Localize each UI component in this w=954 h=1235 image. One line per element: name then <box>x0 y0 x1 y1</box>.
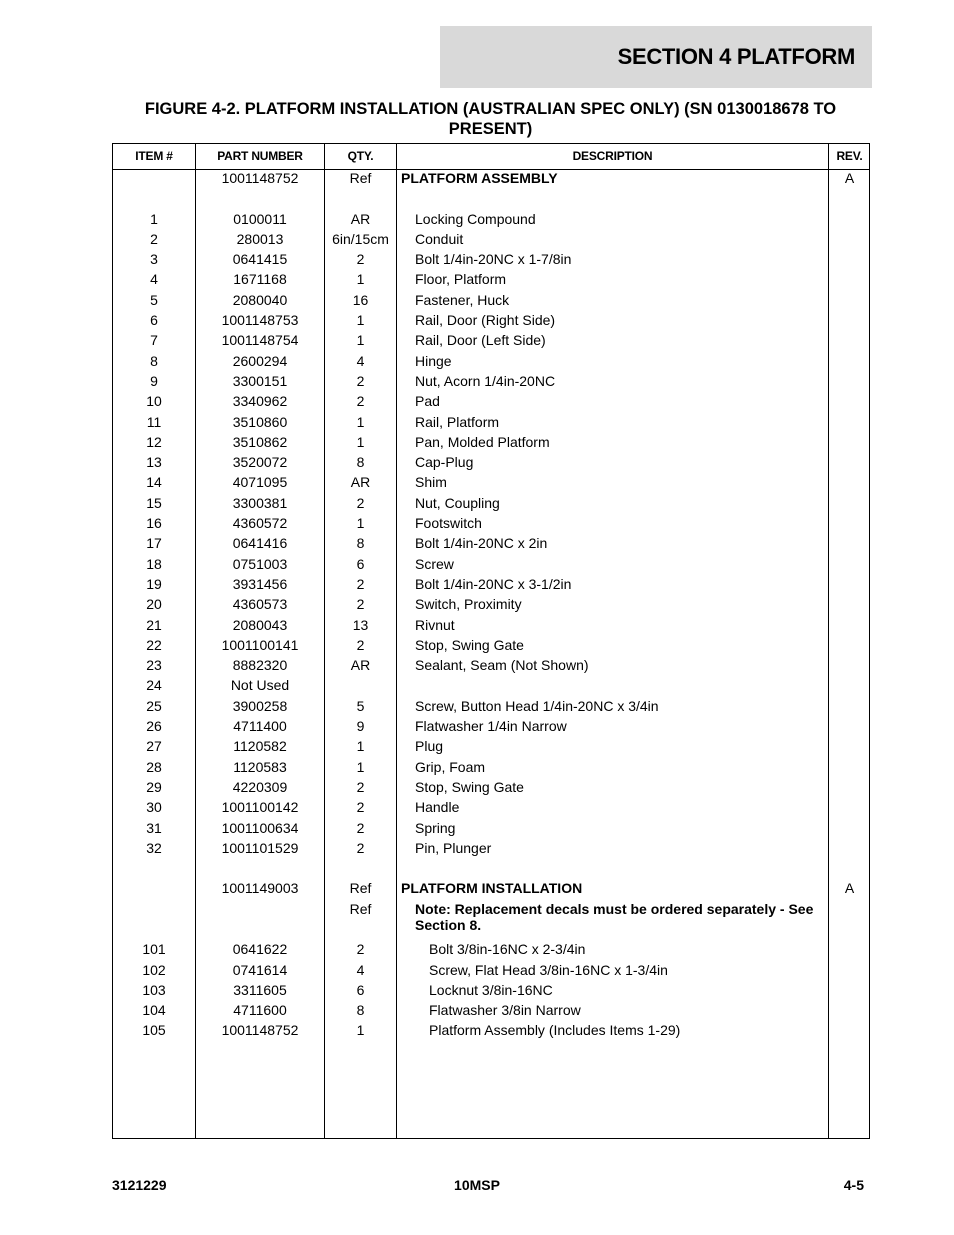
quantity: 2 <box>356 596 365 613</box>
description: Bolt 1/4in-20NC x 3-1/2in <box>415 575 572 592</box>
part-number: 3510860 <box>232 413 288 430</box>
description: Shim <box>415 474 447 491</box>
item-number: 19 <box>146 575 162 592</box>
part-number: 0741614 <box>232 961 288 978</box>
table-row <box>113 657 869 677</box>
quantity: 5 <box>356 697 365 714</box>
part-number: 1001148753 <box>221 312 299 329</box>
table-row <box>113 434 869 454</box>
table-row <box>113 515 869 535</box>
quantity: 4 <box>356 961 365 978</box>
part-number: 1001100141 <box>221 636 299 653</box>
description: Flatwasher 3/8in Narrow <box>429 1002 581 1019</box>
item-number: 5 <box>150 291 158 308</box>
part-number: 1001148752 <box>221 170 299 186</box>
item-number: 8 <box>150 352 158 369</box>
table-body <box>113 170 869 1043</box>
table-row <box>113 962 869 982</box>
item-number: 14 <box>146 474 162 491</box>
table-row <box>113 474 869 494</box>
quantity: 2 <box>356 941 365 958</box>
description: Screw <box>415 555 454 572</box>
table-row <box>113 393 869 413</box>
item-number: 25 <box>146 697 162 714</box>
description: Rivnut <box>415 616 455 633</box>
item-number: 13 <box>146 454 162 471</box>
item-number: 26 <box>146 718 162 735</box>
description: PLATFORM INSTALLATION <box>401 880 583 897</box>
revision: A <box>844 170 855 186</box>
description: Fastener, Huck <box>415 291 510 308</box>
quantity: 4 <box>356 352 365 369</box>
figure-title: FIGURE 4-2. PLATFORM INSTALLATION (AUSTRALIAN SPEC ONLY) (SN 0130018678 TO PRESENT) <box>144 100 837 138</box>
part-number: 0641622 <box>232 941 288 958</box>
description: Hinge <box>415 352 452 369</box>
footer-doc-number: 3121229 <box>112 1177 167 1193</box>
table-row <box>113 353 869 373</box>
table-row <box>113 901 869 942</box>
item-number: 22 <box>146 636 162 653</box>
header-item: ITEM # <box>135 149 173 163</box>
part-number: 1001149003 <box>221 880 299 897</box>
quantity: 2 <box>356 819 365 836</box>
header-qty: QTY. <box>347 149 374 163</box>
item-number: 2 <box>150 230 158 247</box>
part-number: 3311605 <box>233 981 287 998</box>
description: Locknut 3/8in-16NC <box>429 981 553 998</box>
part-number: 3900258 <box>232 697 288 714</box>
part-number: 3300381 <box>232 494 288 511</box>
footer-page-number: 4-5 <box>843 1177 864 1193</box>
table-row <box>113 495 869 515</box>
table-row <box>113 840 869 860</box>
description: Screw, Button Head 1/4in-20NC x 3/4in <box>415 697 659 714</box>
part-number: 1001148754 <box>221 332 299 349</box>
part-number: 3520072 <box>232 454 288 471</box>
part-number: 1120583 <box>233 758 287 775</box>
table-row <box>113 820 869 840</box>
table-row <box>113 718 869 738</box>
quantity: 9 <box>356 718 365 735</box>
quantity: 8 <box>356 454 365 471</box>
item-number: 3 <box>150 251 158 268</box>
quantity: 13 <box>352 616 369 633</box>
table-row <box>113 556 869 576</box>
section-title: SECTION 4 PLATFORM <box>617 44 855 69</box>
part-number: 1001100142 <box>221 799 299 816</box>
table-row <box>113 576 869 596</box>
quantity: 8 <box>356 1002 365 1019</box>
description: Spring <box>415 819 456 836</box>
item-number: 103 <box>142 981 166 998</box>
part-number: 0751003 <box>232 555 288 572</box>
table-row <box>113 779 869 799</box>
table-row <box>113 251 869 271</box>
table-row <box>113 170 869 190</box>
quantity: 2 <box>356 636 365 653</box>
description: Cap-Plug <box>415 454 474 471</box>
part-number: 0641415 <box>232 251 288 268</box>
quantity: Ref <box>349 170 372 186</box>
revision: A <box>844 880 855 897</box>
quantity: 2 <box>356 393 365 410</box>
part-number: 4711600 <box>233 1002 287 1019</box>
item-number: 32 <box>146 839 162 856</box>
part-number: 4360573 <box>232 596 288 613</box>
description: Bolt 3/8in-16NC x 2-3/4in <box>429 941 586 958</box>
part-number: 2080040 <box>232 291 288 308</box>
part-number: 1120582 <box>233 738 287 755</box>
description: Pin, Plunger <box>415 839 492 856</box>
description: Stop, Swing Gate <box>415 778 524 795</box>
description: Footswitch <box>415 515 482 532</box>
quantity: 1 <box>356 332 365 349</box>
quantity: Ref <box>349 900 372 917</box>
item-number: 102 <box>142 961 166 978</box>
description: Pan, Molded Platform <box>415 433 550 450</box>
table-row <box>113 312 869 332</box>
item-number: 7 <box>150 332 158 349</box>
part-number: 2600294 <box>232 352 288 369</box>
table-row <box>113 373 869 393</box>
description: Sealant, Seam (Not Shown) <box>415 657 589 674</box>
quantity: 8 <box>356 535 365 552</box>
description: Conduit <box>415 230 464 247</box>
item-number: 29 <box>146 778 162 795</box>
footer-model: 10MSP <box>454 1177 500 1193</box>
item-number: 21 <box>146 616 162 633</box>
item-number: 23 <box>146 657 162 674</box>
table-row <box>113 880 869 900</box>
quantity: 2 <box>356 778 365 795</box>
part-number: 0641416 <box>232 535 288 552</box>
part-number: 4071095 <box>232 474 288 491</box>
item-number: 28 <box>146 758 162 775</box>
table-row <box>113 617 869 637</box>
item-number: 10 <box>146 393 162 410</box>
item-number: 101 <box>142 941 166 958</box>
description: Note: Replacement decals must be ordered separately - See Section 8. <box>415 900 814 933</box>
quantity: AR <box>350 210 371 227</box>
quantity: Ref <box>349 880 372 897</box>
part-number: 4220309 <box>232 778 288 795</box>
table-row <box>113 941 869 961</box>
table-row <box>113 332 869 352</box>
parts-table <box>112 143 870 1139</box>
description: Stop, Swing Gate <box>415 636 524 653</box>
header-description: DESCRIPTION <box>572 149 653 163</box>
table-row <box>113 982 869 1002</box>
part-number: 3510862 <box>232 433 288 450</box>
quantity: 1 <box>356 738 365 755</box>
quantity: 2 <box>356 575 365 592</box>
item-number: 20 <box>146 596 162 613</box>
quantity: 6 <box>356 555 365 572</box>
part-number: 0100011 <box>233 210 287 227</box>
item-number: 11 <box>146 413 162 430</box>
header-rev: REV. <box>836 149 863 163</box>
description: Bolt 1/4in-20NC x 1-7/8in <box>415 251 572 268</box>
quantity: 2 <box>356 494 365 511</box>
table-row <box>113 698 869 718</box>
part-number: 3300151 <box>232 372 288 389</box>
quantity: 1 <box>356 413 365 430</box>
part-number: 1001148752 <box>221 1022 299 1039</box>
part-number: 8882320 <box>232 657 288 674</box>
part-number: 280013 <box>236 230 284 247</box>
item-number: 105 <box>142 1022 166 1039</box>
quantity: AR <box>350 474 371 491</box>
quantity: 2 <box>356 839 365 856</box>
table-row <box>113 1002 869 1022</box>
part-number: 3931456 <box>232 575 288 592</box>
quantity: 6 <box>356 981 365 998</box>
section-banner <box>440 26 872 88</box>
quantity: 1 <box>356 1022 365 1039</box>
item-number: 104 <box>142 1002 166 1019</box>
description: Pad <box>415 393 440 410</box>
description: Flatwasher 1/4in Narrow <box>415 718 567 735</box>
table-row <box>113 211 869 231</box>
description: Nut, Coupling <box>415 494 500 511</box>
quantity: 1 <box>356 433 365 450</box>
table-row <box>113 414 869 434</box>
part-number: Not Used <box>230 677 290 694</box>
part-number: 2080043 <box>232 616 288 633</box>
description: Grip, Foam <box>415 758 486 775</box>
table-row <box>113 271 869 291</box>
part-number: 4711400 <box>233 718 287 735</box>
description: Nut, Acorn 1/4in-20NC <box>415 372 556 389</box>
table-row <box>113 759 869 779</box>
quantity: 2 <box>356 251 365 268</box>
quantity: 16 <box>352 291 369 308</box>
table-row <box>113 190 869 210</box>
item-number: 16 <box>146 515 162 532</box>
description: Platform Assembly (Includes Items 1-29) <box>429 1022 681 1039</box>
description: Rail, Door (Left Side) <box>415 332 546 349</box>
item-number: 17 <box>146 535 162 552</box>
table-row <box>113 637 869 657</box>
part-number: 1001101529 <box>221 839 299 856</box>
item-number: 6 <box>150 312 158 329</box>
description: Switch, Proximity <box>415 596 522 613</box>
quantity: 1 <box>356 758 365 775</box>
item-number: 15 <box>146 494 162 511</box>
part-number: 1671168 <box>233 271 287 288</box>
item-number: 4 <box>150 271 158 288</box>
description: PLATFORM ASSEMBLY <box>401 170 558 186</box>
part-number: 4360572 <box>232 515 288 532</box>
table-row <box>113 1022 869 1042</box>
description: Rail, Platform <box>415 413 500 430</box>
item-number: 18 <box>146 555 162 572</box>
part-number: 1001100634 <box>221 819 299 836</box>
table-row <box>113 231 869 251</box>
item-number: 1 <box>150 210 158 227</box>
quantity: 2 <box>356 372 365 389</box>
table-row <box>113 860 869 880</box>
table-row <box>113 738 869 758</box>
quantity: 1 <box>356 271 365 288</box>
item-number: 24 <box>146 677 162 694</box>
item-number: 9 <box>150 372 158 389</box>
item-number: 30 <box>146 799 162 816</box>
item-number: 27 <box>146 738 162 755</box>
quantity: 2 <box>356 799 365 816</box>
table-row <box>113 535 869 555</box>
item-number: 31 <box>146 819 162 836</box>
table-row <box>113 596 869 616</box>
description: Floor, Platform <box>415 271 507 288</box>
quantity: 6in/15cm <box>332 230 389 247</box>
description: Locking Compound <box>415 210 536 227</box>
description: Handle <box>415 799 460 816</box>
table-row <box>113 292 869 312</box>
quantity: AR <box>350 657 371 674</box>
table-row <box>113 677 869 697</box>
description: Plug <box>415 738 444 755</box>
description: Screw, Flat Head 3/8in-16NC x 1-3/4in <box>429 961 668 978</box>
table-row <box>113 799 869 819</box>
header-part-number: PART NUMBER <box>217 149 303 163</box>
table-row <box>113 454 869 474</box>
description: Rail, Door (Right Side) <box>415 312 556 329</box>
description: Bolt 1/4in-20NC x 2in <box>415 535 548 552</box>
item-number: 12 <box>146 433 162 450</box>
quantity: 1 <box>356 515 365 532</box>
quantity: 1 <box>356 312 365 329</box>
part-number: 3340962 <box>232 393 288 410</box>
